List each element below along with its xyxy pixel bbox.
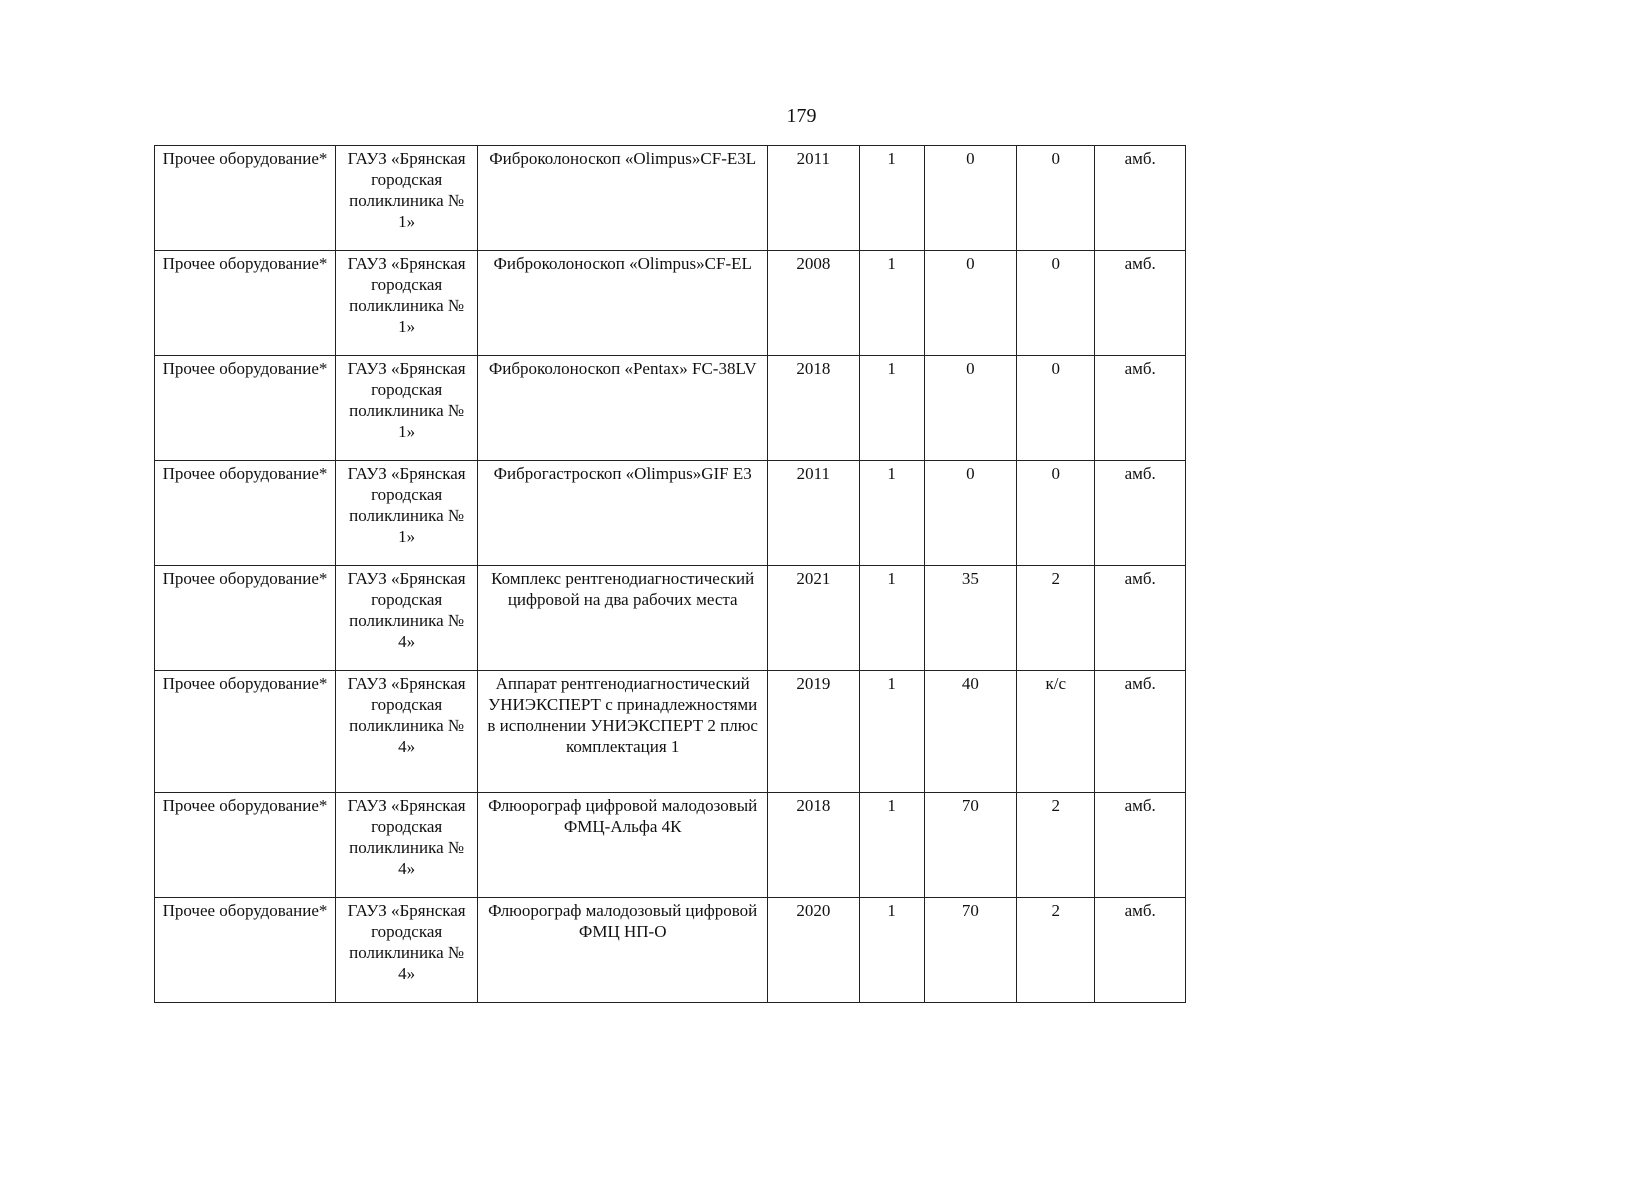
category-cell: Прочее оборудование* (155, 898, 336, 1003)
organization-cell: ГАУЗ «Брянская городская поликлиника № 1» (335, 461, 477, 566)
equipment-name-cell: Комплекс рентгенодиагностический цифровой на два рабочих места (478, 566, 768, 671)
mode-cell: амб. (1095, 898, 1186, 1003)
equipment-name-cell: Флюорограф цифровой малодозовый ФМЦ-Альфа 4К (478, 793, 768, 898)
load-cell: 40 (924, 671, 1017, 793)
table-row (155, 461, 1186, 566)
mode-cell: амб. (1095, 566, 1186, 671)
organization-cell: ГАУЗ «Брянская городская поликлиника № 4» (335, 793, 477, 898)
load-cell: 0 (924, 356, 1017, 461)
shifts-cell: 0 (1017, 461, 1095, 566)
mode-cell: амб. (1095, 671, 1186, 793)
quantity-cell: 1 (859, 356, 924, 461)
organization-cell: ГАУЗ «Брянская городская поликлиника № 1» (335, 146, 477, 251)
equipment-name-cell: Фиброколоноскоп «Olimpus»CF-E3L (478, 146, 768, 251)
equipment-name-cell: Фиброгастроскоп «Olimpus»GIF E3 (478, 461, 768, 566)
quantity-cell: 1 (859, 566, 924, 671)
mode-cell: амб. (1095, 146, 1186, 251)
year-cell: 2011 (768, 461, 860, 566)
year-cell: 2008 (768, 251, 860, 356)
organization-cell: ГАУЗ «Брянская городская поликлиника № 1» (335, 356, 477, 461)
organization-cell: ГАУЗ «Брянская городская поликлиника № 4» (335, 566, 477, 671)
table-row (155, 671, 1186, 793)
shifts-cell: 0 (1017, 146, 1095, 251)
organization-cell: ГАУЗ «Брянская городская поликлиника № 1» (335, 251, 477, 356)
shifts-cell: 2 (1017, 793, 1095, 898)
category-cell: Прочее оборудование* (155, 356, 336, 461)
table-row (155, 356, 1186, 461)
quantity-cell: 1 (859, 251, 924, 356)
mode-cell: амб. (1095, 461, 1186, 566)
category-cell: Прочее оборудование* (155, 461, 336, 566)
page-number: 179 (786, 105, 817, 127)
equipment-name-cell: Фиброколоноскоп «Olimpus»CF-EL (478, 251, 768, 356)
year-cell: 2018 (768, 356, 860, 461)
organization-cell: ГАУЗ «Брянская городская поликлиника № 4» (335, 671, 477, 793)
category-cell: Прочее оборудование* (155, 566, 336, 671)
shifts-cell: 0 (1017, 251, 1095, 356)
mode-cell: амб. (1095, 251, 1186, 356)
table-row (155, 146, 1186, 251)
load-cell: 0 (924, 461, 1017, 566)
year-cell: 2018 (768, 793, 860, 898)
category-cell: Прочее оборудование* (155, 251, 336, 356)
equipment-name-cell: Фиброколоноскоп «Pentax» FC-38LV (478, 356, 768, 461)
shifts-cell: 2 (1017, 898, 1095, 1003)
category-cell: Прочее оборудование* (155, 671, 336, 793)
organization-cell: ГАУЗ «Брянская городская поликлиника № 4» (335, 898, 477, 1003)
quantity-cell: 1 (859, 793, 924, 898)
category-cell: Прочее оборудование* (155, 793, 336, 898)
mode-cell: амб. (1095, 793, 1186, 898)
year-cell: 2021 (768, 566, 860, 671)
equipment-name-cell: Флюорограф малодозовый цифровой ФМЦ НП-О (478, 898, 768, 1003)
quantity-cell: 1 (859, 461, 924, 566)
year-cell: 2019 (768, 671, 860, 793)
category-cell: Прочее оборудование* (155, 146, 336, 251)
quantity-cell: 1 (859, 898, 924, 1003)
shifts-cell: 0 (1017, 356, 1095, 461)
load-cell: 0 (924, 146, 1017, 251)
shifts-cell: к/с (1017, 671, 1095, 793)
equipment-table (154, 145, 1186, 1003)
mode-cell: амб. (1095, 356, 1186, 461)
table-row (155, 566, 1186, 671)
table-row (155, 898, 1186, 1003)
equipment-name-cell: Аппарат рентгенодиагностический УНИЭКСПЕРТ с принадлежностями в исполнении УНИЭКСПЕРТ 2 плюс комплектация 1 (478, 671, 768, 793)
quantity-cell: 1 (859, 146, 924, 251)
load-cell: 0 (924, 251, 1017, 356)
load-cell: 70 (924, 793, 1017, 898)
load-cell: 70 (924, 898, 1017, 1003)
quantity-cell: 1 (859, 671, 924, 793)
shifts-cell: 2 (1017, 566, 1095, 671)
year-cell: 2011 (768, 146, 860, 251)
table-row (155, 251, 1186, 356)
load-cell: 35 (924, 566, 1017, 671)
year-cell: 2020 (768, 898, 860, 1003)
table-row (155, 793, 1186, 898)
